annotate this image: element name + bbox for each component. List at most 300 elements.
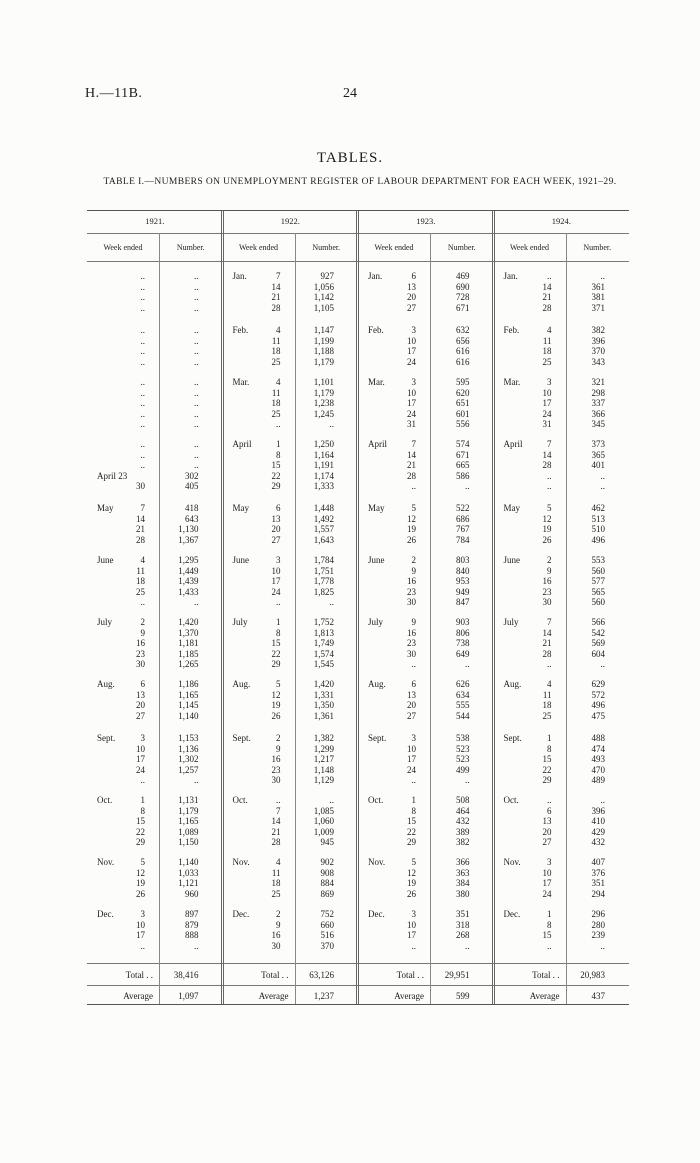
year-separator	[221, 211, 224, 1004]
week-day-cell: 26	[407, 888, 416, 899]
month-label: April	[503, 439, 523, 449]
number-cell: 464	[456, 805, 470, 816]
week-day-cell: 24	[407, 356, 416, 367]
number-cell: 888	[185, 930, 199, 940]
week-day-cell: 2	[276, 909, 281, 919]
week-day-cell: 26	[542, 534, 552, 545]
number-cell: 366	[456, 857, 470, 867]
week-day-cell: 5	[140, 857, 145, 867]
number-cell: 337	[591, 398, 605, 408]
month-label: Sept.	[97, 733, 116, 743]
number-cell: 1,367	[178, 534, 199, 545]
number-cell: ..	[329, 795, 334, 805]
week-day-cell: 16	[271, 754, 281, 764]
number-cell: 752	[320, 909, 334, 919]
total-value: 29,951	[444, 970, 470, 980]
week-day-cell: 30	[136, 481, 145, 491]
number-cell: 1,333	[313, 481, 334, 491]
number-cell: 1,165	[178, 689, 199, 700]
week-day-cell: 3	[276, 555, 281, 565]
number-cell: 903	[456, 617, 470, 627]
number-cell: 343	[591, 356, 605, 367]
week-day-cell: 3	[140, 733, 145, 743]
number-cell: 1,191	[313, 460, 334, 470]
week-day-cell: 17	[407, 930, 416, 940]
week-day-cell: 31	[542, 419, 552, 429]
number-cell: 577	[591, 576, 605, 586]
number-cell: 1,382	[313, 733, 334, 743]
number-cell: 523	[456, 743, 470, 754]
week-day-cell: ..	[547, 271, 552, 281]
week-day-cell: 24	[271, 586, 281, 597]
week-day-cell: 31	[407, 419, 416, 429]
week-day-cell: 6	[547, 805, 552, 816]
week-day-cell: 23	[407, 638, 416, 648]
month-label: Aug.	[503, 679, 522, 689]
week-day-cell: 26	[407, 534, 416, 545]
week-day-cell: 6	[411, 271, 416, 281]
number-cell: 566	[591, 617, 605, 627]
week-day-cell: 17	[271, 576, 281, 586]
week-day-cell: 26	[271, 710, 281, 721]
number-cell: 1,557	[313, 524, 334, 534]
month-label: Dec.	[232, 909, 250, 919]
week-day-cell: 3	[547, 857, 552, 867]
number-cell: 508	[456, 795, 470, 805]
year-heading: 1924.	[551, 216, 571, 226]
week-day-cell: 30	[271, 775, 281, 785]
number-cell: 318	[456, 919, 470, 930]
week-day-cell: ..	[411, 481, 416, 491]
week-day-cell: 3	[411, 733, 416, 743]
number-cell: 1,574	[313, 648, 334, 659]
number-cell: ..	[329, 597, 334, 607]
week-day-cell: 16	[407, 576, 416, 586]
week-day-cell: 15	[542, 930, 552, 940]
week-day-cell: 8	[547, 743, 552, 754]
week-day-cell: ..	[140, 302, 145, 313]
week-day-cell: 29	[542, 775, 552, 785]
week-day-cell: 19	[271, 700, 281, 710]
week-day-cell: 12	[542, 513, 552, 524]
number-cell: ..	[194, 419, 199, 429]
number-cell: 927	[320, 271, 334, 281]
week-day-cell: 10	[407, 919, 416, 930]
number-heading: Number.	[583, 243, 612, 252]
week-day-cell: 7	[547, 439, 552, 449]
week-day-cell: 4	[547, 679, 552, 689]
number-cell: 382	[591, 325, 605, 335]
week-day-cell: ..	[276, 795, 281, 805]
week-ended-heading: Week ended	[103, 243, 143, 252]
week-day-cell: 15	[271, 638, 281, 648]
number-cell: 345	[591, 419, 605, 429]
number-cell: 556	[456, 419, 470, 429]
month-label: Feb.	[232, 325, 249, 335]
number-cell: 897	[185, 909, 199, 919]
week-day-cell: 27	[407, 302, 416, 313]
week-day-cell: ..	[140, 940, 145, 951]
number-cell: ..	[194, 597, 199, 607]
number-cell: ..	[600, 795, 605, 805]
number-cell: 1,164	[313, 449, 334, 460]
number-cell: 1,439	[178, 576, 199, 586]
number-cell: 649	[456, 648, 470, 659]
month-label: July	[97, 617, 113, 627]
month-label: Mar.	[232, 377, 250, 387]
week-day-cell: 11	[136, 565, 145, 576]
week-day-cell: 9	[411, 617, 416, 627]
number-cell: 1,545	[313, 659, 334, 669]
number-cell: 565	[591, 586, 605, 597]
week-day-cell: 13	[407, 689, 416, 700]
week-day-cell: 6	[276, 503, 281, 513]
number-cell: 363	[456, 867, 470, 878]
number-cell: 1,056	[313, 281, 334, 292]
number-heading: Number.	[312, 243, 341, 252]
number-cell: 847	[456, 597, 470, 607]
number-cell: 296	[591, 909, 605, 919]
week-day-cell: 18	[542, 346, 552, 356]
number-cell: ..	[600, 481, 605, 491]
number-cell: 239	[591, 930, 605, 940]
week-day-cell: 11	[271, 335, 281, 346]
week-day-cell: 17	[136, 930, 145, 940]
week-day-cell: ..	[411, 775, 416, 785]
number-cell: ..	[194, 398, 199, 408]
number-cell: 1,147	[313, 325, 334, 335]
month-label: Sept.	[232, 733, 251, 743]
week-day-cell: 24	[542, 408, 552, 419]
month-label: May	[503, 503, 520, 513]
number-cell: 401	[591, 460, 605, 470]
number-cell: 432	[456, 816, 470, 826]
number-cell: 488	[591, 733, 605, 743]
month-label: May	[232, 503, 249, 513]
week-day-cell: 17	[407, 754, 416, 764]
week-day-cell: 20	[136, 700, 145, 710]
number-cell: 361	[591, 281, 605, 292]
number-cell: 516	[320, 930, 334, 940]
number-cell: 469	[456, 271, 470, 281]
number-cell: 370	[591, 346, 605, 356]
number-cell: ..	[194, 377, 199, 387]
number-cell: 671	[456, 449, 470, 460]
week-day-cell: 10	[407, 335, 416, 346]
number-cell: 384	[456, 878, 470, 888]
week-day-cell: 15	[407, 816, 416, 826]
number-cell: 366	[591, 408, 605, 419]
week-day-cell: 2	[411, 555, 416, 565]
week-day-cell: 11	[271, 867, 281, 878]
week-day-cell: 28	[136, 534, 145, 545]
week-day-cell: 11	[542, 689, 552, 700]
week-day-cell: ..	[547, 795, 552, 805]
number-cell: 1,165	[178, 816, 199, 826]
week-day-cell: 1	[276, 439, 281, 449]
number-cell: 879	[185, 919, 199, 930]
number-cell: 522	[456, 503, 470, 513]
week-day-cell: 3	[411, 909, 416, 919]
number-cell: 767	[456, 524, 470, 534]
week-day-cell: ..	[140, 419, 145, 429]
month-label: Jan.	[232, 271, 247, 281]
week-day-cell: ..	[140, 449, 145, 460]
week-day-cell: 9	[140, 627, 145, 638]
week-day-cell: 30	[542, 597, 552, 607]
number-cell: 493	[591, 754, 605, 764]
month-label: July	[503, 617, 519, 627]
number-cell: 381	[591, 292, 605, 302]
week-day-cell: ..	[140, 356, 145, 367]
number-cell: 1,186	[178, 679, 199, 689]
number-cell: 643	[185, 513, 199, 524]
average-value: 1,237	[313, 991, 334, 1001]
number-cell: ..	[194, 325, 199, 335]
week-day-cell: 8	[411, 805, 416, 816]
week-day-cell: 10	[407, 743, 416, 754]
number-cell: 510	[591, 524, 605, 534]
month-label: Nov.	[97, 857, 115, 867]
number-cell: 1,145	[178, 700, 199, 710]
month-label: July	[368, 617, 384, 627]
number-cell: 1,089	[178, 826, 199, 837]
number-cell: 1,131	[178, 795, 199, 805]
year-heading: 1922.	[280, 216, 300, 226]
number-cell: 651	[456, 398, 470, 408]
number-cell: ..	[194, 302, 199, 313]
number-cell: 690	[456, 281, 470, 292]
week-day-cell: 30	[136, 659, 145, 669]
total-value: 20,983	[580, 970, 605, 980]
number-cell: 803	[456, 555, 470, 565]
number-cell: 1,302	[178, 754, 199, 764]
week-day-cell: ..	[140, 387, 145, 398]
week-day-cell: ..	[411, 940, 416, 951]
week-day-cell: 4	[140, 555, 145, 565]
week-day-cell: 16	[542, 576, 552, 586]
month-label: Oct.	[232, 795, 248, 805]
number-cell: ..	[194, 775, 199, 785]
number-cell: 1,257	[178, 764, 199, 775]
week-day-cell: 10	[542, 867, 552, 878]
week-day-cell: ..	[547, 659, 552, 669]
number-heading: Number.	[447, 243, 476, 252]
number-cell: 1,150	[178, 837, 199, 847]
week-day-cell: 15	[136, 816, 145, 826]
number-cell: 616	[456, 346, 470, 356]
number-cell: 632	[456, 325, 470, 335]
number-cell: 626	[456, 679, 470, 689]
week-day-cell: 27	[136, 710, 145, 721]
week-day-cell: ..	[140, 271, 145, 281]
average-value: 437	[591, 991, 605, 1001]
week-day-cell: 17	[407, 346, 416, 356]
week-day-cell: 25	[542, 356, 552, 367]
number-cell: ..	[194, 356, 199, 367]
month-label: June	[503, 555, 520, 565]
number-cell: 1,140	[178, 710, 199, 721]
number-cell: 462	[591, 503, 605, 513]
total-value: 63,126	[309, 970, 334, 980]
average-value: 1,097	[178, 991, 199, 1001]
week-day-cell: 19	[407, 878, 416, 888]
number-cell: 1,185	[178, 648, 199, 659]
week-day-cell: ..	[140, 439, 145, 449]
month-label: April	[232, 439, 252, 449]
number-cell: 489	[591, 775, 605, 785]
week-day-cell: 24	[542, 888, 552, 899]
number-cell: 523	[456, 754, 470, 764]
number-cell: 553	[591, 555, 605, 565]
number-cell: 884	[320, 878, 334, 888]
number-cell: 586	[456, 470, 470, 481]
week-day-cell: 16	[271, 930, 281, 940]
number-cell: 784	[456, 534, 470, 545]
week-day-cell: 13	[136, 689, 145, 700]
week-day-cell: ..	[140, 460, 145, 470]
week-day-cell: 18	[542, 700, 552, 710]
week-day-cell: 10	[136, 743, 145, 754]
number-cell: 1,179	[313, 387, 334, 398]
number-cell: 1,825	[313, 586, 334, 597]
month-label: May	[368, 503, 385, 513]
week-day-cell: 19	[542, 524, 552, 534]
number-cell: 806	[456, 627, 470, 638]
number-cell: 686	[456, 513, 470, 524]
week-day-cell: 22	[542, 764, 552, 775]
number-cell: 616	[456, 356, 470, 367]
number-cell: ..	[194, 408, 199, 419]
number-cell: 1,130	[178, 524, 199, 534]
week-day-cell: 15	[271, 460, 281, 470]
week-day-cell: 22	[271, 470, 281, 481]
week-day-cell: ..	[276, 597, 281, 607]
number-cell: ..	[194, 271, 199, 281]
number-cell: 953	[456, 576, 470, 586]
week-day-cell: 4	[276, 325, 281, 335]
week-day-cell: 28	[271, 302, 281, 313]
number-cell: 595	[456, 377, 470, 387]
week-ended-heading: Week ended	[238, 243, 279, 252]
week-day-cell: 14	[407, 449, 416, 460]
number-cell: 1,199	[313, 335, 334, 346]
number-cell: 475	[591, 710, 605, 721]
number-cell: 268	[456, 930, 470, 940]
number-cell: 321	[591, 377, 605, 387]
week-day-cell: ..	[140, 325, 145, 335]
number-cell: 470	[591, 764, 605, 775]
number-cell: 1,784	[313, 555, 334, 565]
week-day-cell: 4	[547, 325, 552, 335]
number-cell: 1,033	[178, 867, 199, 878]
number-cell: ..	[465, 775, 470, 785]
number-cell: 1,752	[313, 617, 334, 627]
week-day-cell: 7	[276, 271, 281, 281]
number-cell: 1,140	[178, 857, 199, 867]
week-day-cell: 21	[542, 292, 552, 302]
number-cell: 371	[591, 302, 605, 313]
number-cell: 1,643	[313, 534, 334, 545]
week-day-cell: 24	[136, 764, 145, 775]
week-day-cell: 5	[276, 679, 281, 689]
number-cell: 574	[456, 439, 470, 449]
week-day-cell: 27	[542, 837, 552, 847]
month-label: April	[368, 439, 387, 449]
number-cell: ..	[194, 460, 199, 470]
week-day-cell: 21	[136, 524, 145, 534]
number-cell: 1,331	[313, 689, 334, 700]
month-label: Oct.	[368, 795, 384, 805]
year-separator	[356, 211, 359, 1004]
number-heading: Number.	[176, 243, 205, 252]
page-number: 24	[343, 86, 357, 101]
number-cell: ..	[194, 940, 199, 951]
number-cell: ..	[194, 335, 199, 346]
week-day-cell: 16	[136, 638, 145, 648]
number-cell: 560	[591, 565, 605, 576]
number-cell: 601	[456, 408, 470, 419]
week-day-cell: ..	[140, 335, 145, 346]
month-label: Dec.	[368, 909, 385, 919]
week-day-cell: 22	[271, 648, 281, 659]
number-cell: ..	[194, 346, 199, 356]
number-cell: 513	[591, 513, 605, 524]
week-ended-heading: Week ended	[509, 243, 550, 252]
week-day-cell: 18	[271, 878, 281, 888]
number-cell: 1,238	[313, 398, 334, 408]
number-cell: 1,295	[178, 555, 199, 565]
week-day-cell: ..	[411, 659, 416, 669]
week-day-cell: 21	[271, 292, 281, 302]
number-cell: ..	[194, 439, 199, 449]
week-day-cell: ..	[140, 377, 145, 387]
number-cell: 656	[456, 335, 470, 346]
week-day-cell: 16	[407, 627, 416, 638]
week-day-cell: 3	[411, 377, 416, 387]
week-day-cell: 29	[407, 837, 416, 847]
average-value: 599	[456, 991, 470, 1001]
number-cell: 1,433	[178, 586, 199, 597]
week-day-cell: 20	[542, 826, 552, 837]
number-cell: 1,217	[313, 754, 334, 764]
number-cell: 1,449	[178, 565, 199, 576]
week-day-cell: 6	[411, 679, 416, 689]
week-day-cell: 30	[271, 940, 281, 951]
week-day-cell: 20	[407, 700, 416, 710]
month-label: Sept.	[368, 733, 387, 743]
number-cell: 1,749	[313, 638, 334, 648]
number-cell: ..	[600, 659, 605, 669]
month-label: Dec.	[97, 909, 114, 919]
number-cell: 1,245	[313, 408, 334, 419]
week-day-cell: 14	[542, 627, 552, 638]
number-cell: 396	[591, 335, 605, 346]
number-cell: 1,136	[178, 743, 199, 754]
week-day-cell: 12	[407, 867, 416, 878]
number-cell: 418	[185, 503, 199, 513]
month-label: Oct.	[97, 795, 113, 805]
week-day-cell: 22	[407, 826, 416, 837]
number-cell: ..	[600, 940, 605, 951]
week-day-cell: 1	[276, 617, 281, 627]
week-day-cell: 20	[407, 292, 416, 302]
number-cell: 382	[456, 837, 470, 847]
week-day-cell: 6	[140, 679, 145, 689]
number-cell: 1,101	[313, 377, 334, 387]
number-cell: 1,148	[313, 764, 334, 775]
week-day-cell: 5	[547, 503, 552, 513]
